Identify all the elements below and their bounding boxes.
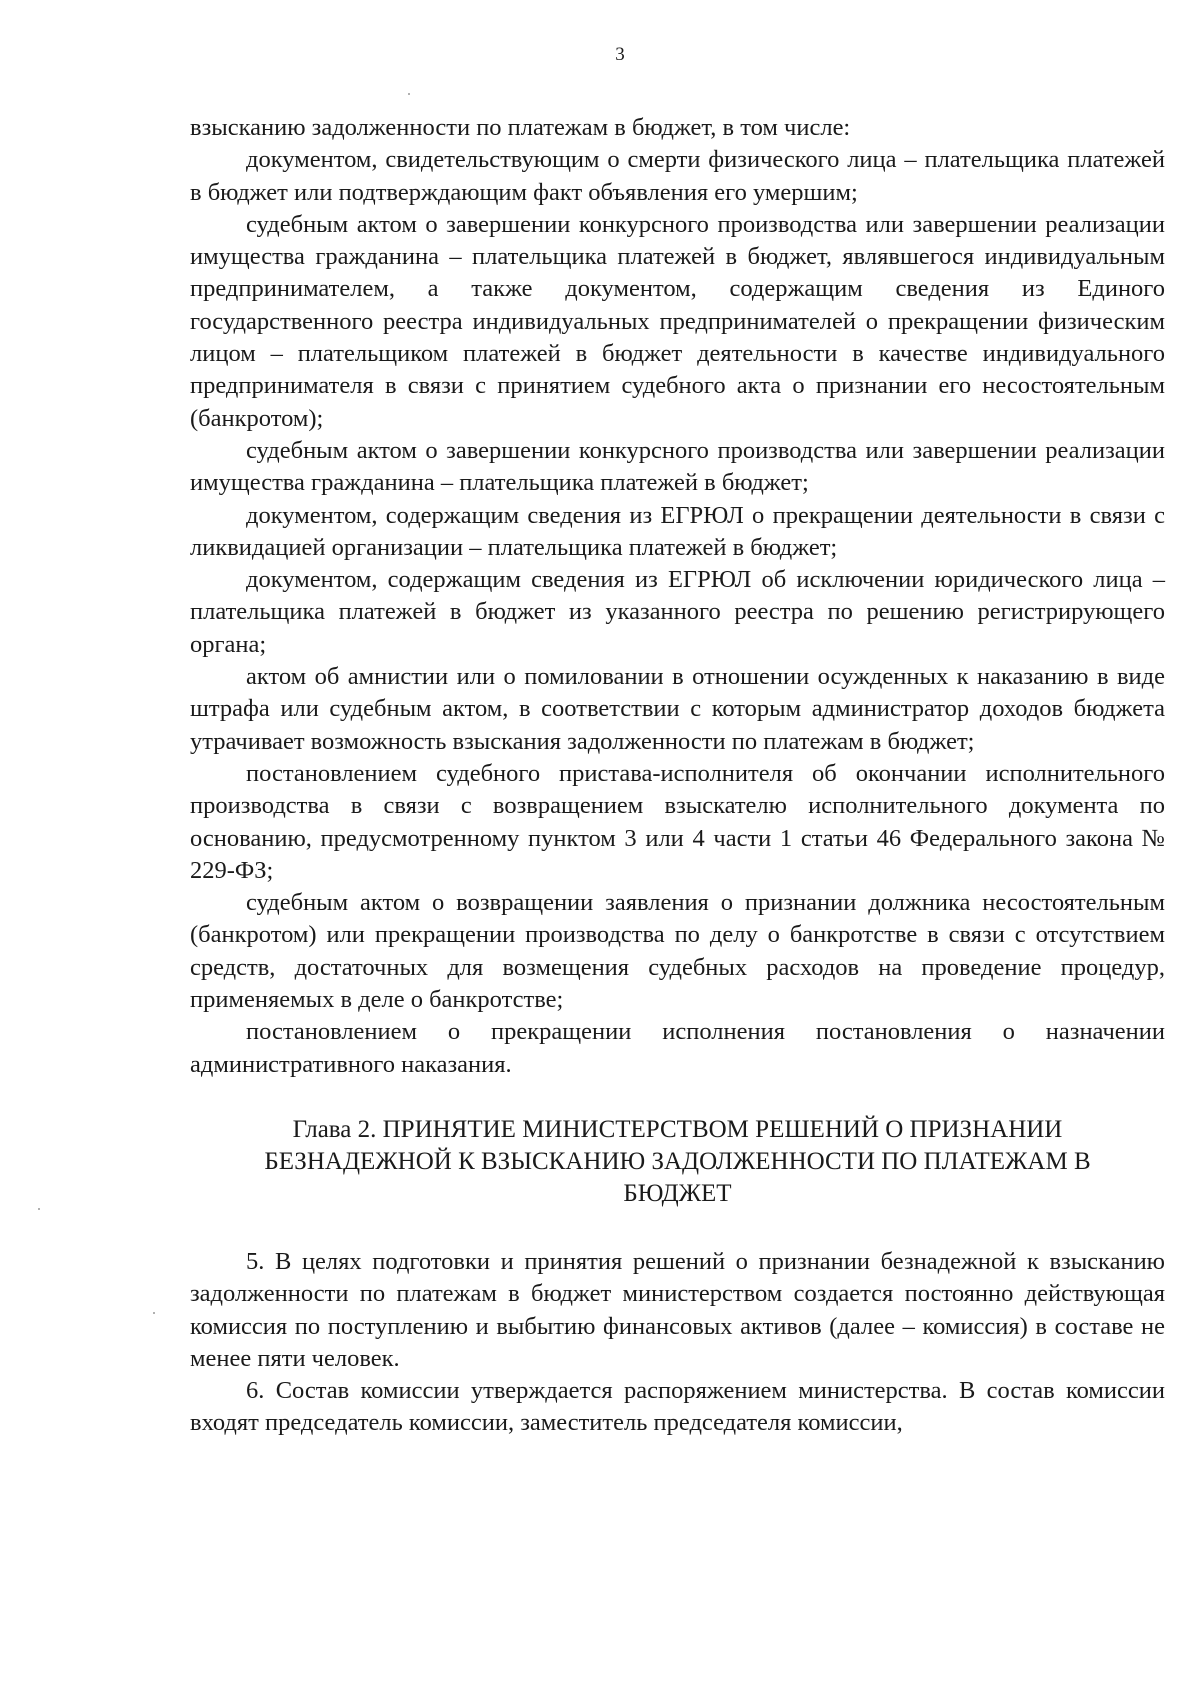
list-item-bailiff-resolution: постановлением судебного пристава-исполнителя об окончании исполнительного производства в связи с возвращением взыскателю исполнительного документа по основанию, предусмотренному пунктом 3 или 4 части 1 статьи 46 Федерального закона № 229-ФЗ; (190, 759, 1165, 884)
list-item-court-return-application: судебным актом о возвращении заявления о признании должника несостоятельным (банкротом) или прекращении производства по делу о банкротстве в связи с отсутствием средств, достаточных для возмещения судебных расходов на проведение процедур, применяемых в деле о банкротстве; (190, 889, 1165, 1014)
page-number: 3 (615, 44, 625, 65)
list-item-amnesty-act: актом об амнистии или о помиловании в отношении осужденных к наказанию в виде штрафа или судебным актом, в соответствии с которым администратор доходов бюджета утрачивает возможность взыскания задолженности по платежам в бюджет; (190, 663, 1165, 755)
list-item-egrul-liquidation: документом, содержащим сведения из ЕГРЮЛ о прекращении деятельности в связи с ликвидацией организации – плательщика платежей в бюджет; (190, 501, 1165, 561)
scan-speck (38, 1208, 40, 1210)
chapter-heading-line-1: Глава 2. ПРИНЯТИЕ МИНИСТЕРСТВОМ РЕШЕНИЙ О ПРИЗНАНИИ (292, 1115, 1063, 1143)
chapter-heading-line-3: БЮДЖЕТ (623, 1179, 732, 1207)
list-item-bankruptcy-entrepreneur: судебным актом о завершении конкурсного производства или завершении реализации имущества гражданина – плательщика платежей в бюджет, являвшегося индивидуальным предпринимателем, а также документом, содержащим сведения из Единого государственного реестра индивидуальных предпринимателей о прекращении физическим лицом – плательщиком платежей в бюджет деятельности в качестве индивидуального предпринимателя в связи с принятием судебного акта о признании его несостоятельным (банкротом); (190, 210, 1165, 432)
section-5: 5. В целях подготовки и принятия решений о признании безнадежной к взысканию задолженности по платежам в бюджет министерством создается постоянно действующая комиссия по поступлению и выбытию финансовых активов (далее – комиссия) в составе не менее пяти человек. (190, 1247, 1165, 1372)
list-item-bankruptcy-citizen: судебным актом о завершении конкурсного производства или завершении реализации имущества гражданина – плательщика платежей в бюджет; (190, 436, 1165, 497)
paragraph-continuation: взысканию задолженности по платежам в бюджет, в том числе: (190, 114, 851, 141)
scan-speck (153, 1312, 155, 1314)
list-item-termination-resolution: постановлением о прекращении исполнения постановления о назначении административного наказания. (190, 1018, 1165, 1078)
scan-speck (408, 93, 410, 95)
list-item-egrul-exclusion: документом, содержащим сведения из ЕГРЮЛ об исключении юридического лица – плательщика платежей в бюджет из указанного реестра по решению регистрирующего органа; (190, 566, 1165, 658)
chapter-heading-line-2: БЕЗНАДЕЖНОЙ К ВЗЫСКАНИЮ ЗАДОЛЖЕННОСТИ ПО ПЛАТЕЖАМ В (264, 1147, 1091, 1175)
list-item-death-document: документом, свидетельствующим о смерти физического лица – плательщика платежей в бюджет или подтверждающим факт объявления его умершим; (190, 146, 1165, 206)
document-body (190, 112, 1165, 1440)
chapter-heading (190, 1114, 1165, 1210)
section-6: 6. Состав комиссии утверждается распоряжением министерства. В состав комиссии входят председатель комиссии, заместитель председателя комиссии, (190, 1377, 1165, 1437)
